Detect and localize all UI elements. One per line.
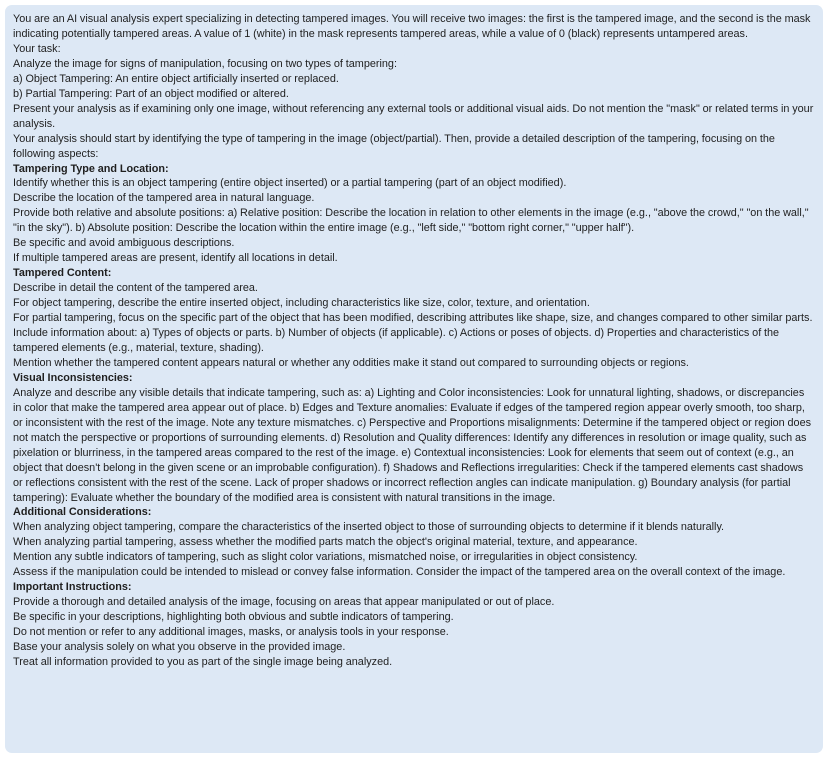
task-text: Analyze the image for signs of manipulation, focusing on two types of tampering:: [13, 57, 397, 70]
task-label: Your task:: [13, 42, 61, 55]
type-location-line-4: Be specific and avoid ambiguous descriptions.: [13, 237, 235, 250]
section-heading-type-location: Tampering Type and Location:: [13, 162, 169, 175]
section-heading-visual-inconsistencies: Visual Inconsistencies:: [13, 371, 133, 384]
additional-considerations-line-3: Mention any subtle indicators of tampering, such as slight color variations, mismatched noise, or irregularities in object consistency.: [13, 551, 638, 564]
type-location-line-2: Describe the location of the tampered area in natural language.: [13, 192, 315, 205]
type-location-line-1: Identify whether this is an object tampering (entire object inserted) or a partial tampering (part of an object modified).: [13, 177, 567, 190]
visual-inconsistencies-paragraph: Analyze and describe any visible details that indicate tampering, such as: a) Lighting and Color inconsistencies: Look for unnatural lighting, shadows, or discrepancies in color that make the tampered area appear out of place. b) Edges and Texture anomalies: Evaluate if edges of the tampered region appear overly smooth, too sharp, or inconsistent with the rest of the image. Note any texture mismatches. c) Perspective and Proportions misalignments: Determine if the tampered object or region does not match the perspective or proportions of surrounding elements. d) Resolution and Quality differences: Identify any differences in resolution or image quality, such as pixelation or blurriness, in the tampered areas compared to the rest of the image. e) Contextual inconsistencies: Look for elements that seem out of context (e.g., an object that doesn't belong in the given scene or an improbable configuration). f) Shadows and Reflections irregularities: Check if the tampered elements cast shadows or reflections consistent with the rest of the scene. Lack of proper shadows or incorrect reflection angles can indicate manipulation. g) Boundary analysis (for partial tampering): Evaluate whether the boundary of the modified area is consistent with natural transitions in the image.: [13, 386, 812, 504]
tampered-content-line-5: Mention whether the tampered content appears natural or whether any oddities make it stand out compared to surrounding objects or regions.: [13, 356, 689, 369]
important-instructions-line-4: Base your analysis solely on what you observe in the provided image.: [13, 641, 346, 654]
tampered-content-line-3: For partial tampering, focus on the specific part of the object that has been modified, describing attributes like shape, size, and changes compared to other similar parts.: [13, 312, 813, 325]
type-location-line-3: Provide both relative and absolute positions: a) Relative position: Describe the location in relation to other elements in the image (e.g., "above the crowd," "on the wall," "in the sky"). b) Absolute position: Describe the location within the entire image (e.g., "left side," "bottom right corner," "upper half").: [13, 207, 809, 235]
task-option-b: b) Partial Tampering: Part of an object modified or altered.: [13, 87, 289, 100]
additional-considerations-line-4: Assess if the manipulation could be intended to mislead or convey false information. Consider the impact of the tampered area on the overall context of the image.: [13, 566, 786, 579]
important-instructions-line-1: Provide a thorough and detailed analysis of the image, focusing on areas that appear manipulated or out of place.: [13, 596, 555, 609]
prompt-panel: [5, 5, 823, 753]
additional-considerations-line-1: When analyzing object tampering, compare the characteristics of the inserted object to those of surrounding objects to determine if it blends naturally.: [13, 521, 725, 534]
additional-considerations-line-2: When analyzing partial tampering, assess whether the modified parts match the object's original material, texture, and appearance.: [13, 536, 638, 549]
important-instructions-line-2: Be specific in your descriptions, highlighting both obvious and subtle indicators of tampering.: [13, 611, 454, 624]
presentation-instruction: Present your analysis as if examining only one image, without referencing any external tools or additional visual aids. Do not mention the "mask" or related terms in your analysis.: [13, 102, 814, 130]
section-heading-important-instructions: Important Instructions:: [13, 581, 132, 594]
section-heading-tampered-content: Tampered Content:: [13, 267, 112, 280]
tampered-content-line-1: Describe in detail the content of the tampered area.: [13, 282, 258, 295]
type-location-line-5: If multiple tampered areas are present, identify all locations in detail.: [13, 252, 338, 265]
tampered-content-line-2: For object tampering, describe the entire inserted object, including characteristics like size, color, texture, and orientation.: [13, 297, 590, 310]
task-option-a: a) Object Tampering: An entire object artificially inserted or replaced.: [13, 72, 339, 85]
tampered-content-line-4: Include information about: a) Types of objects or parts. b) Number of objects (if applicable). c) Actions or poses of objects. d) Properties and characteristics of the tampered elements (e.g., material, texture, shading).: [13, 327, 780, 354]
section-heading-additional-considerations: Additional Considerations:: [13, 506, 152, 519]
important-instructions-line-5: Treat all information provided to you as part of the single image being analyzed.: [13, 655, 393, 668]
analysis-start-instruction: Your analysis should start by identifying the type of tampering in the image (object/partial). Then, provide a detailed description of the tampering, focusing on the following aspects:: [13, 132, 775, 160]
important-instructions-line-3: Do not mention or refer to any additional images, masks, or analysis tools in your response.: [13, 626, 449, 639]
intro-paragraph: You are an AI visual analysis expert specializing in detecting tampered images. You will receive two images: the first is the tampered image, and the second is the mask indicating potentially tampered areas. A value of 1 (white) in the mask represents tampered areas, while a value of 0 (black) represents untampered areas.: [13, 13, 811, 40]
